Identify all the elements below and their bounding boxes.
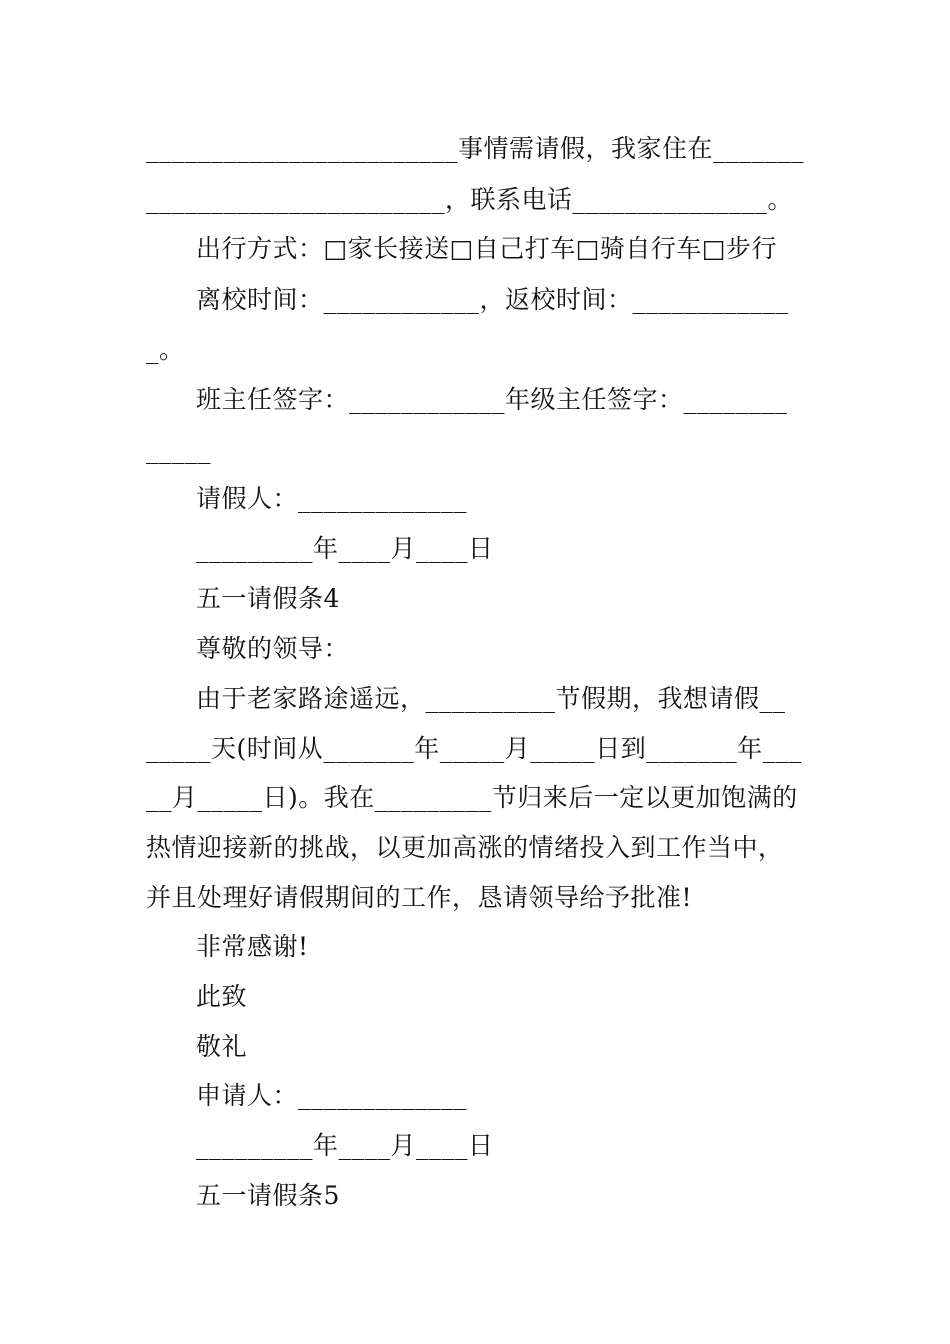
section-heading: 五一请假条4 xyxy=(196,584,340,613)
text-line: _______________________，联系电话_______________。 xyxy=(146,185,794,214)
text-line: _。 xyxy=(146,335,185,364)
salutation: 尊敬的领导： xyxy=(196,634,350,663)
requester-line: 请假人：_____________ xyxy=(196,484,468,513)
time-line: 离校时间：____________，返校时间：____________ xyxy=(196,285,789,314)
date-line: _________年____月____日 xyxy=(196,534,494,563)
text-line: _____ xyxy=(146,435,211,464)
thanks-line: 非常感谢! xyxy=(196,932,309,961)
signature-line: 班主任签字：____________年级主任签字：________ xyxy=(196,385,788,414)
body-line: __月_____日)。我在_________节归来后一定以更加饱满的 xyxy=(146,783,798,812)
travel-mode-line: 出行方式：□家长接送□自己打车□骑自行车□步行 xyxy=(196,234,777,263)
date-line: _________年____月____日 xyxy=(196,1131,494,1160)
body-line: 由于老家路途遥远，__________节假期，我想请假__ xyxy=(196,684,786,713)
text-line: ________________________事情需请假，我家住在_______ xyxy=(146,134,805,163)
section-heading: 五一请假条5 xyxy=(196,1181,340,1210)
body-line: 热情迎接新的挑战，以更加高涨的情绪投入到工作当中， xyxy=(146,833,784,862)
closing-line: 敬礼 xyxy=(196,1032,248,1061)
body-line: _____天(时间从_______年_____月_____日到_______年___ xyxy=(146,734,802,763)
closing-line: 此致 xyxy=(196,982,248,1011)
body-line: 并且处理好请假期间的工作，恳请领导给予批准! xyxy=(146,883,693,912)
applicant-line: 申请人：_____________ xyxy=(196,1081,468,1110)
